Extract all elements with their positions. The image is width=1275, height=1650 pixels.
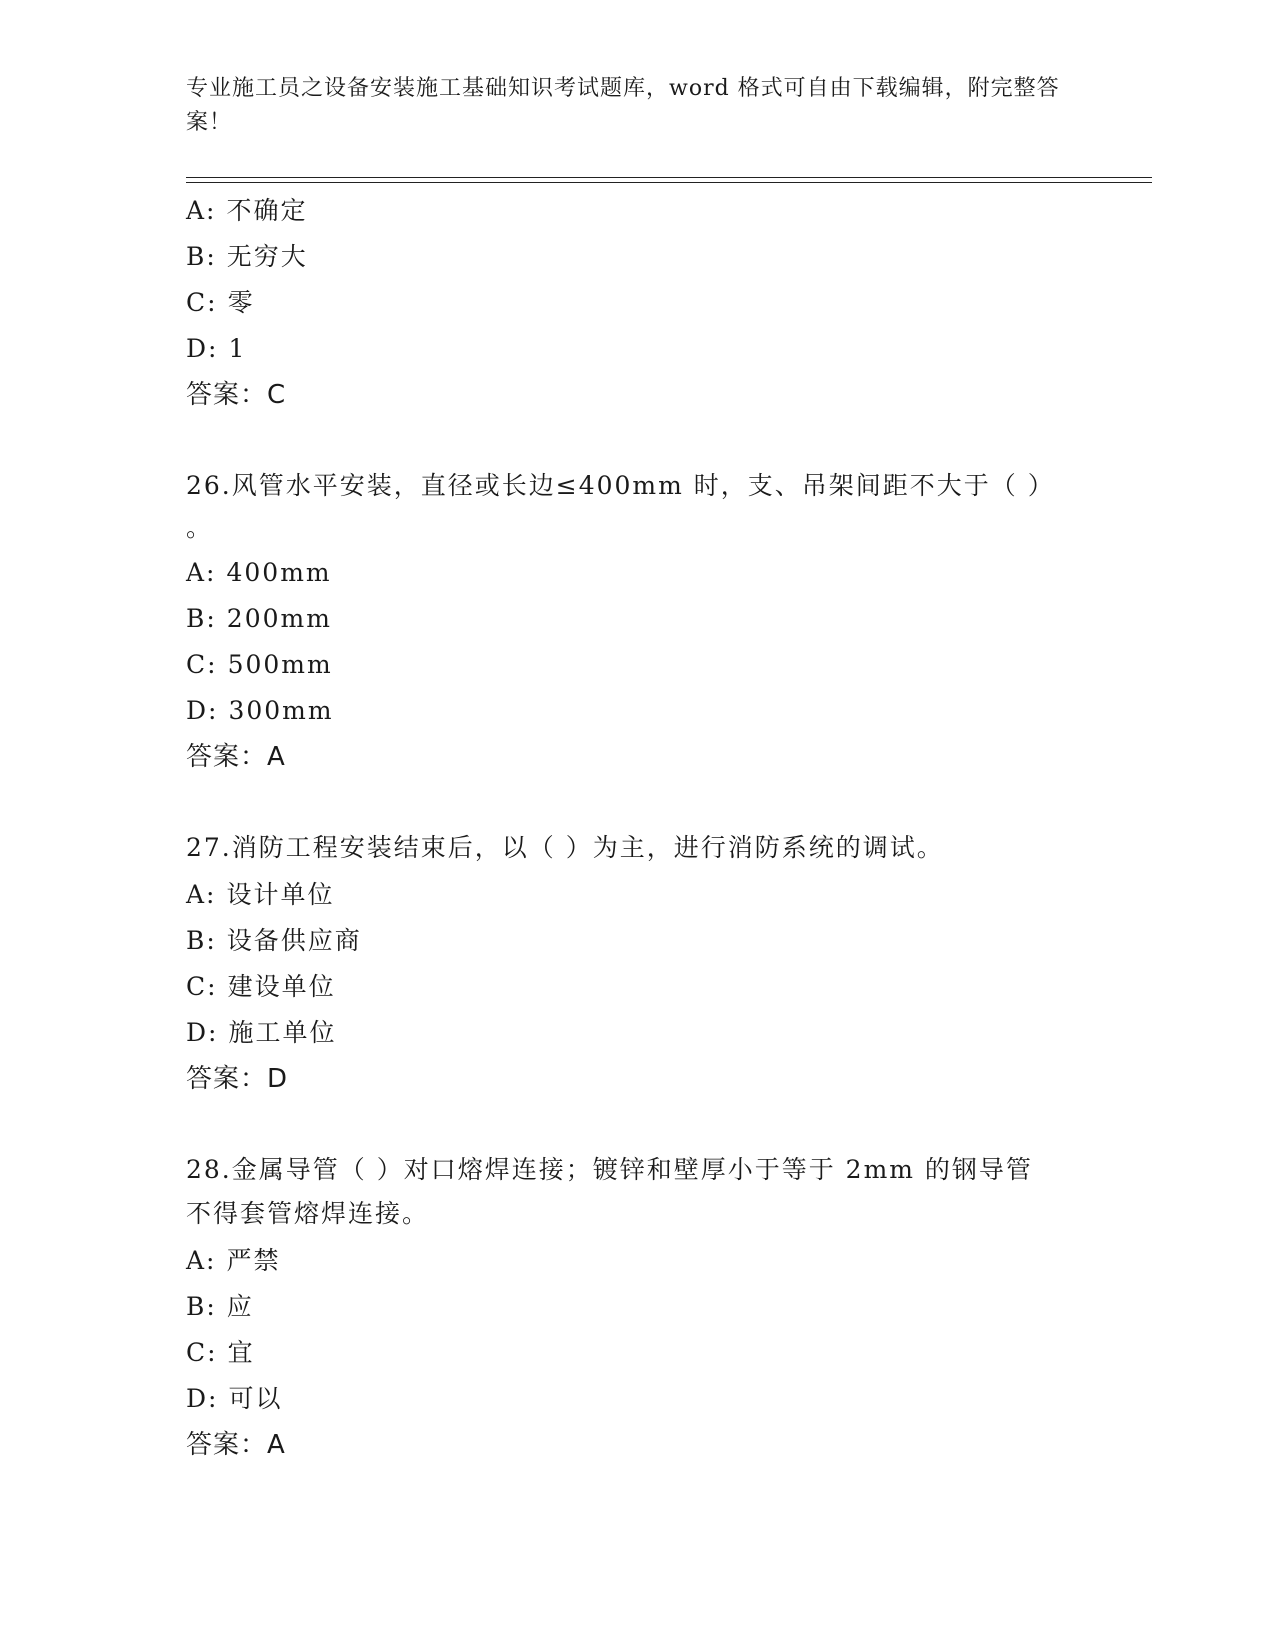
spacer: [186, 1102, 1066, 1146]
option-c: C: 零: [186, 288, 255, 317]
option-a: A: 严禁: [186, 1246, 281, 1275]
option-b: B: 无穷大: [186, 242, 308, 271]
continued-question: [186, 188, 1066, 418]
option-c: C: 500mm: [186, 650, 333, 679]
header-divider-bottom: [186, 182, 1152, 183]
spacer: [186, 418, 1066, 462]
option-d: D: 1: [186, 334, 247, 363]
question-text-continued: 。: [186, 513, 214, 542]
option-d: D: 可以: [186, 1384, 283, 1413]
answer: 答案：A: [186, 742, 286, 772]
option-a: A: 不确定: [186, 196, 308, 225]
question-text: 28.金属导管（ ）对口熔焊连接；镀锌和壁厚小于等于 2mm 的钢导管: [186, 1155, 1033, 1184]
option-c: C: 建设单位: [186, 972, 336, 1001]
option-b: B: 应: [186, 1292, 254, 1321]
question-text-continued: 不得套管熔焊连接。: [186, 1199, 430, 1228]
question-26: [186, 462, 1066, 780]
option-a: A: 设计单位: [186, 880, 335, 909]
header-divider-top: [186, 177, 1152, 178]
answer: 答案：D: [186, 1064, 289, 1094]
document-header: 专业施工员之设备安装施工基础知识考试题库，word 格式可自由下载编辑，附完整答案！: [186, 76, 1060, 135]
question-27: [186, 824, 1066, 1102]
option-b: B: 设备供应商: [186, 926, 362, 955]
question-text: 26.风管水平安装，直径或长边≤400mm 时，支、吊架间距不大于（ ）: [186, 471, 1055, 500]
answer: 答案：C: [186, 380, 287, 410]
option-d: D: 300mm: [186, 696, 334, 725]
answer: 答案：A: [186, 1430, 286, 1460]
option-a: A: 400mm: [186, 558, 332, 587]
question-list: [186, 188, 1066, 1468]
option-d: D: 施工单位: [186, 1018, 337, 1047]
question-28: [186, 1146, 1066, 1468]
option-b: B: 200mm: [186, 604, 332, 633]
question-text: 27.消防工程安装结束后，以（ ）为主，进行消防系统的调试。: [186, 833, 944, 862]
option-c: C: 宜: [186, 1338, 255, 1367]
spacer: [186, 780, 1066, 824]
